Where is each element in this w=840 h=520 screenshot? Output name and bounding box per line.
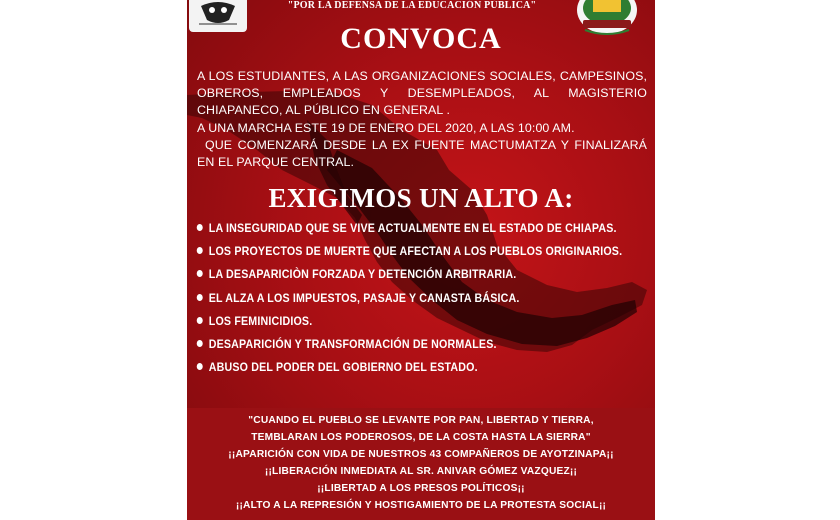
demand-text: ABUSO DEL PODER DEL GOBIERNO DEL ESTADO. [208, 360, 478, 375]
demand-text: LOS PROYECTOS DE MUERTE QUE AFECTAN A LOS PUEBLOS ORIGINARIOS. [208, 244, 623, 259]
list-item [195, 359, 651, 375]
closing-line: ¡¡LIBERACIÓN INMEDIATA AL SR. ANIVAR GÓMEZ VAZQUEZ¡¡ [264, 466, 578, 477]
closing-line: TEMBLARAN LOS PODEROSOS, DE LA COSTA HASTA LA SIERRA" [251, 432, 591, 443]
list-item [195, 290, 651, 306]
list-item [195, 266, 651, 282]
poster-title: CONVOCA [340, 22, 502, 55]
demand-text: LA DESAPARICIÒN FORZADA Y DETENCIÓN ARBITRARIA. [208, 267, 517, 282]
bullet-icon [197, 294, 203, 301]
intro-paragraph: A UNA MARCHA ESTE 19 DE ENERO DEL 2020, A LAS 10:00 AM. [197, 120, 575, 135]
intro-paragraph: A LOS ESTUDIANTES, A LAS ORGANIZACIONES SOCIALES, CAMPESINOS, OBREROS, EMPLEADOS Y DESEMPLEADOS, AL MAGISTERIO CHIAPANECO, AL PÚBLICO EN GENERAL . [197, 69, 647, 118]
list-item [195, 313, 651, 329]
closing-block [187, 412, 655, 514]
closing-line: "CUANDO EL PUEBLO SE LEVANTE POR PAN, LIBERTAD Y TIERRA, [248, 415, 594, 426]
demand-text: EL ALZA A LOS IMPUESTOS, PASAJE Y CANASTA BÁSICA. [208, 290, 520, 305]
intro-text [197, 68, 647, 171]
list-item [195, 336, 651, 352]
bullet-icon [197, 317, 203, 324]
demand-text: DESAPARICIÓN Y TRANSFORMACIÓN DE NORMALES. [208, 336, 497, 351]
demands-list [195, 220, 651, 382]
closing-line: ¡¡LIBERTAD A LOS PRESOS POLÍTICOS¡¡ [317, 483, 525, 494]
list-item [195, 243, 651, 259]
demand-text: LOS FEMINICIDIOS. [208, 313, 313, 328]
bullet-icon [197, 224, 203, 231]
list-item [195, 220, 651, 236]
intro-paragraph: QUE COMENZARÁ DESDE LA EX FUENTE MACTUMATZA Y FINALIZARÁ EN EL PARQUE CENTRAL. [197, 137, 647, 170]
bullet-icon [197, 363, 203, 370]
bullet-icon [197, 270, 203, 277]
closing-line: ¡¡ALTO A LA REPRESIÓN Y HOSTIGAMIENTO DE LA PROTESTA SOCIAL¡¡ [235, 500, 607, 511]
demand-heading: EXIGIMOS UN ALTO A: [268, 183, 574, 213]
bullet-icon [197, 340, 203, 347]
demand-text: LA INSEGURIDAD QUE SE VIVE ACTUALMENTE EN EL ESTADO DE CHIAPAS. [208, 221, 617, 235]
poster-slogan: "POR LA DEFENSA DE LA EDUCACIÓN PÚBLICA" [287, 0, 537, 11]
closing-line: ¡¡APARICIÓN CON VIDA DE NUESTROS 43 COMPAÑEROS DE AYOTZINAPA¡¡ [228, 449, 614, 460]
bullet-icon [197, 247, 203, 254]
protest-poster [187, 0, 655, 520]
